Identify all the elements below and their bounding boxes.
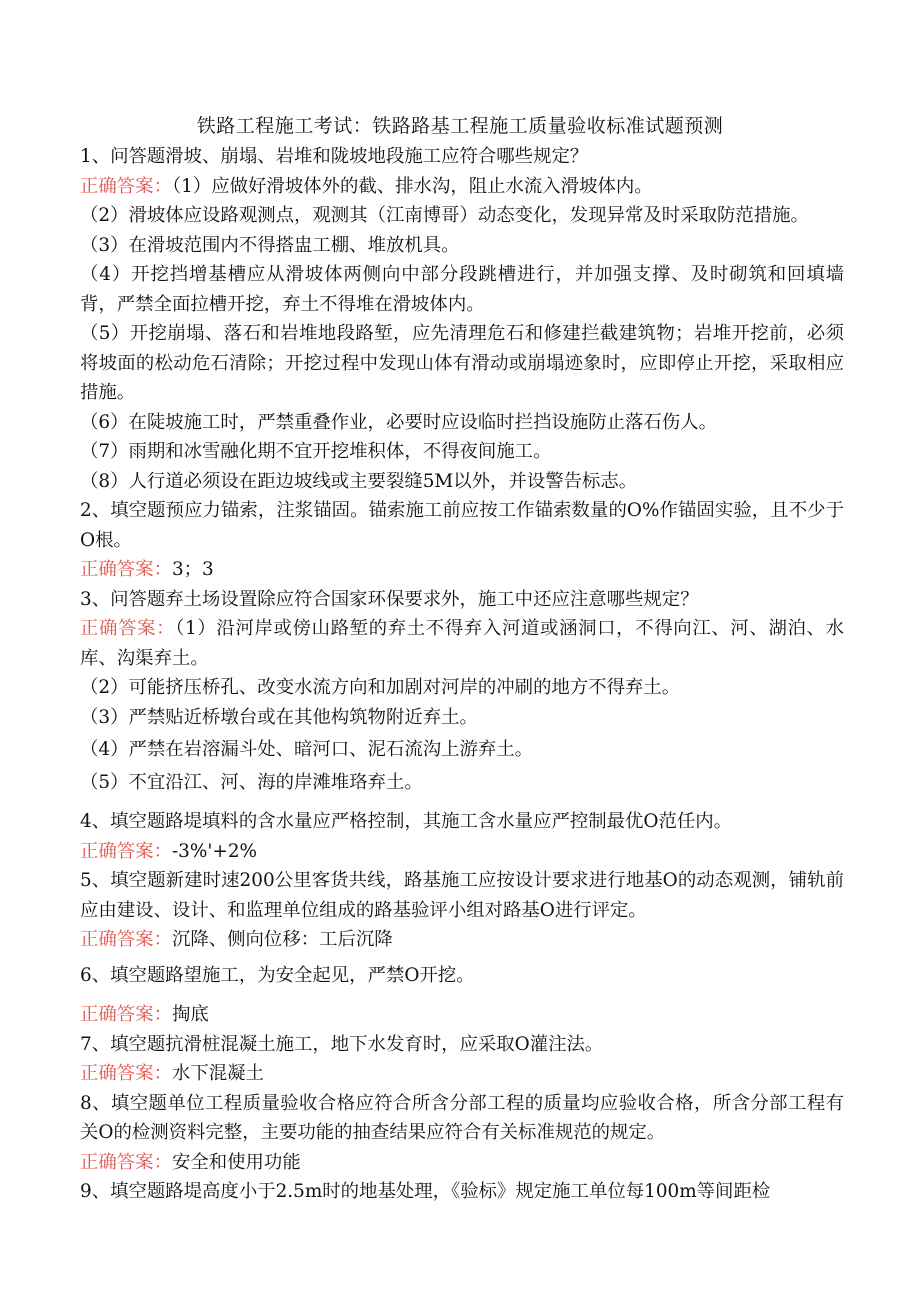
- answer-text: 安全和使用功能: [171, 1151, 301, 1173]
- answer-line: （5）不宜沿江、河、海的岸滩堆珞弃土。: [80, 771, 423, 793]
- answer-line: （5）开挖崩塌、落石和岩堆地段路堑，应先清理危石和修建拦截建筑物；岩堆开挖前，必须将坡面的松动危石清除；开挖过程中发现山体有滑动或崩塌迹象时，应即停止开挖，采取相应措施。: [80, 323, 844, 403]
- answer-line: [80, 1059, 844, 1089]
- answer-text: 水下混凝土: [171, 1063, 264, 1084]
- question-list: [80, 142, 844, 1207]
- question-text: 9、填空题路堤高度小于2.5m时的地基处理，《验标》规定施工单位每100m等间距检: [80, 1181, 771, 1202]
- answer-line: [80, 555, 844, 585]
- answer-label: 正确答案：: [80, 840, 172, 862]
- answer-label: 正确答案：: [80, 559, 172, 580]
- answer-line: （7）雨期和冰雪融化期不宜开挖堆积体，不得夜间施工。: [80, 441, 552, 462]
- question-text: 8、填空题单位工程质量验收合格应符合所含分部工程的质量均应验收合格，所含分部工程有关O的检测资料完整，主要功能的抽查结果应符合有关标准规范的规定。: [80, 1092, 844, 1143]
- answer-text: -3%'+2%: [171, 840, 257, 862]
- answer-label: 正确答案：: [80, 175, 172, 197]
- answer-text: 沉降、侧向位移：工后沉降: [171, 929, 393, 950]
- answer-label: 正确答案：: [80, 1063, 172, 1084]
- answer-line: （6）在陡坡施工时，严禁重叠作业，必要时应设临时拦挡设施防止落石伤人。: [80, 411, 717, 433]
- answer-text: （1）沿河岸或傍山路堑的弃土不得弃入河道或涵洞口，不得向江、河、湖泊、水库、沟渠弃土。: [80, 618, 844, 669]
- answer-line: （3）严禁贴近桥墩台或在其他构筑物附近弃土。: [80, 706, 478, 728]
- answer-text: 3；3: [171, 559, 214, 580]
- answer-text: （1）应做好滑坡体外的截、排水沟，阻止水流入滑坡体内。: [171, 175, 653, 197]
- answer-label: 正确答案：: [80, 1151, 172, 1173]
- question-text: 5、填空题新建时速200公里客货共线，路基施工应按设计要求进行地基O的动态观测，铺轨前应由建设、设计、和监理单位组成的路基验评小组对路基O进行评定。: [80, 870, 844, 921]
- answer-label: 正确答案：: [80, 1004, 172, 1025]
- answer-line: [80, 614, 844, 673]
- answer-line: [80, 837, 844, 867]
- answer-label: 正确答案：: [80, 929, 172, 950]
- answer-line: [80, 1000, 844, 1030]
- question-text: 6、填空题路望施工，为安全起见，严禁O开挖。: [80, 964, 475, 986]
- answer-line: （4）开挖挡增基槽应从滑坡体两侧向中部分段跳槽进行，并加强支撑、及时砌筑和回填墙背，严禁全面拉槽开挖，弃土不得堆在滑坡体内。: [80, 264, 844, 315]
- answer-label: 正确答案：: [80, 618, 176, 639]
- answer-line: [80, 925, 844, 955]
- question-text: 7、填空题抗滑桩混凝土施工，地下水发育时，应采取O灌注法。: [80, 1033, 604, 1055]
- answer-line: （8）人行道必须设在距边坡线或主要裂缝5M以外，并设警告标志。: [80, 470, 638, 492]
- answer-text: 掏底: [171, 1004, 209, 1025]
- question-text: 1、问答题滑坡、崩塌、岩堆和陇坡地段施工应符合哪些规定？: [80, 146, 589, 167]
- question-text: 3、问答题弃土场设置除应符合国家环保要求外，施工中还应注意哪些规定？: [80, 588, 699, 610]
- document-title: 铁路工程施工考试：铁路路基工程施工质量验收标准试题预测: [196, 115, 724, 137]
- question-text: 2、填空题预应力锚索，注浆锚固。锚索施工前应按工作锚索数量的O%作锚固实验，且不少于O根。: [80, 500, 844, 551]
- answer-line: （4）严禁在岩溶漏斗处、暗河口、泥石流沟上游弃土。: [80, 739, 534, 760]
- answer-line: [80, 172, 844, 202]
- answer-line: [80, 1148, 844, 1178]
- answer-line: （3）在滑坡范围内不得搭盅工棚、堆放机具。: [80, 234, 460, 256]
- question-text: 4、填空题路堤填料的含水量应严格控制，其施工含水量应严控制最优O范任内。: [80, 811, 733, 832]
- answer-line: （2）可能挤压桥孔、改变水流方向和加剧对河岸的冲刷的地方不得弃土。: [80, 677, 681, 698]
- answer-line: （2）滑坡体应设路观测点，观测其（江南博哥）动态变化，发现异常及时采取防范措施。: [80, 205, 809, 226]
